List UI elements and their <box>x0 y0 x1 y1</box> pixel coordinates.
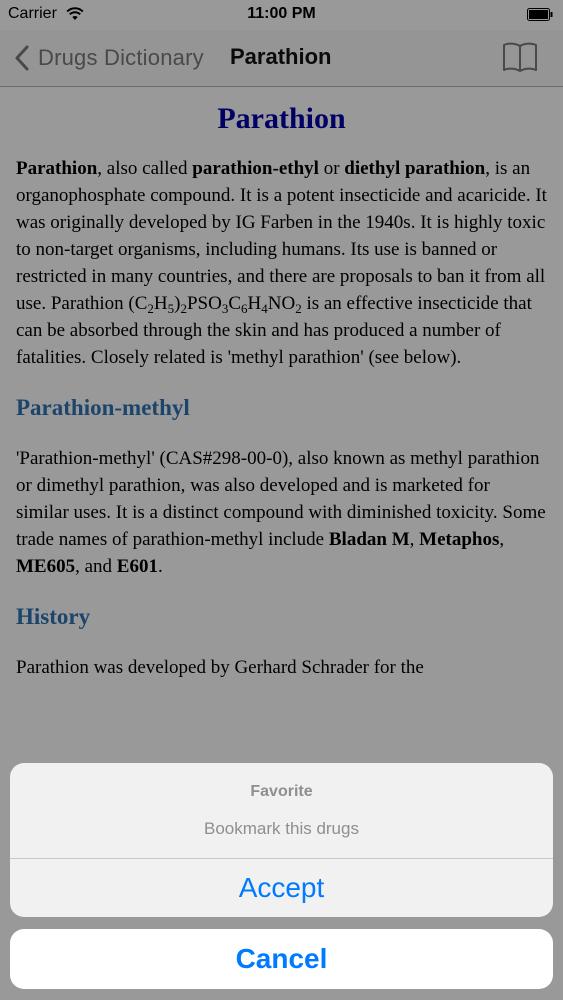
text-run: , <box>409 529 420 550</box>
text-run: . <box>157 556 163 577</box>
term-bold: diethyl parathion <box>344 158 486 179</box>
subscript: 6 <box>241 301 248 316</box>
formula-run: H <box>153 293 168 314</box>
subscript: 4 <box>261 301 268 316</box>
article-title: Parathion <box>217 102 346 135</box>
subscript: 2 <box>180 301 187 316</box>
section-heading-history: History <box>16 604 91 629</box>
formula-run: NO <box>267 293 296 314</box>
trade-name-bold: Bladan M <box>328 529 410 550</box>
subscript: 5 <box>167 301 175 316</box>
cancel-button[interactable]: Cancel <box>10 929 553 989</box>
subscript: 3 <box>221 301 229 316</box>
trade-name-bold: ME605 <box>16 556 76 577</box>
formula-run: PSO <box>186 293 222 314</box>
text-run: , and <box>75 556 117 577</box>
nav-title: Parathion <box>230 44 332 69</box>
accept-button[interactable]: Accept <box>238 872 325 903</box>
term-bold: parathion-ethyl <box>192 158 319 179</box>
subscript: 2 <box>295 301 302 316</box>
trade-name-bold: Metaphos <box>419 529 500 550</box>
action-sheet <box>10 763 553 917</box>
formula-run: ) <box>174 293 181 314</box>
text-run: , <box>499 529 505 550</box>
term-bold: Parathion <box>16 158 98 179</box>
text-run: , also called <box>97 158 193 179</box>
status-time: 11:00 PM <box>247 5 316 22</box>
text-run: or <box>318 158 345 179</box>
formula-run: C <box>228 293 242 314</box>
text-run: , is an organophosphate compound. It is a potent insecticide and acaricide. It was originally developed by IG Farben in the 1940s. It is highly toxic to non-target organisms, including humans. Its use is banned or restricted in many countries, and there are proposals to ban it from all use. Parathion (C <box>16 158 547 314</box>
formula-run: H <box>247 293 262 314</box>
subscript: 2 <box>147 301 154 316</box>
text-run: is an effective insecticide that can be absorbed through the skin and has produced a number of fatalities. Closely related is 'methyl parathion' (see below). <box>16 293 532 368</box>
section-heading-parathion-methyl: Parathion-methyl <box>16 395 190 420</box>
trade-name-bold: E601 <box>116 556 158 577</box>
action-sheet-title: Favorite <box>250 783 313 800</box>
back-button-label: Drugs Dictionary <box>38 45 204 70</box>
text-run: Parathion was developed by Gerhard Schrader for the <box>16 657 424 678</box>
text-run: 'Parathion-methyl' (CAS#298-00-0), also known as methyl parathion or dimethyl parathion, was also developed and is marketed for similar uses. It is a distinct compound with diminished toxicity. Some trade names of parathion-methyl include <box>16 448 546 550</box>
action-sheet-message: Bookmark this drugs <box>204 819 359 838</box>
carrier-label: Carrier <box>8 5 57 22</box>
